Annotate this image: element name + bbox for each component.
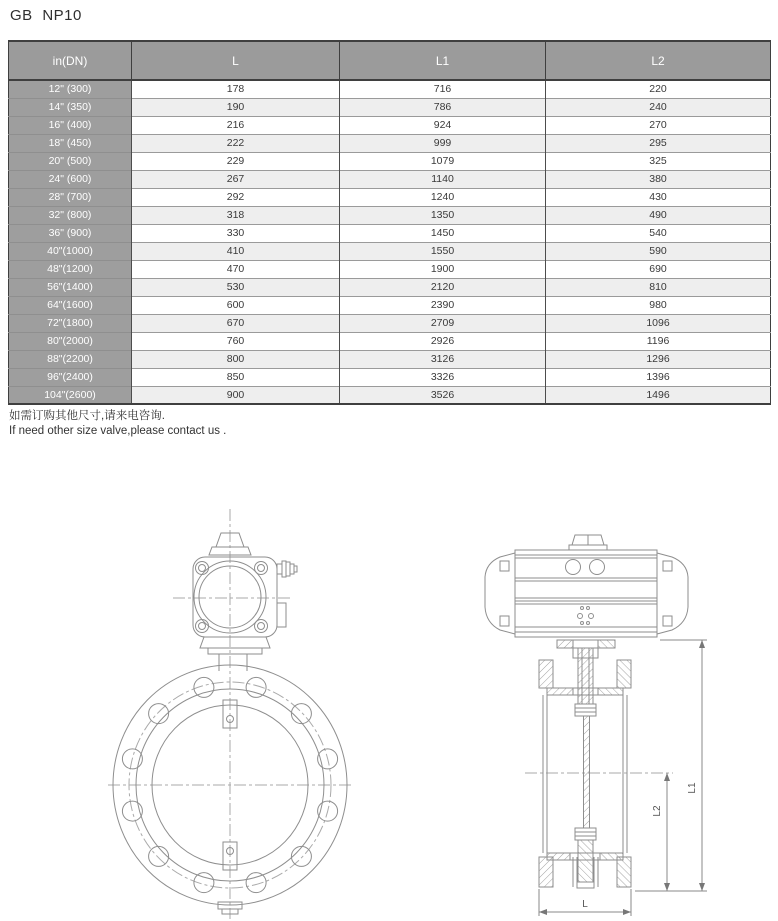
actuator-front: [193, 533, 297, 671]
valve-front-view-drawing: [80, 495, 390, 921]
size-cell: 64"(1600): [9, 296, 132, 314]
value-cell-l: 292: [132, 188, 340, 206]
note-english: If need other size valve,please contact us .: [9, 425, 227, 437]
size-cell: 96"(2400): [9, 368, 132, 386]
value-cell-l: 410: [132, 242, 340, 260]
size-cell: 12" (300): [9, 80, 132, 98]
header-l: L: [132, 41, 340, 80]
actuator-side: [485, 535, 688, 637]
size-cell: 56"(1400): [9, 278, 132, 296]
value-cell-l1: 1900: [340, 260, 546, 278]
value-cell-l: 850: [132, 368, 340, 386]
table-row: [9, 152, 771, 170]
table-row: [9, 296, 771, 314]
value-cell-l1: 3126: [340, 350, 546, 368]
value-cell-l1: 999: [340, 134, 546, 152]
stem-assembly: [557, 640, 615, 888]
size-cell: 18" (450): [9, 134, 132, 152]
table-row: [9, 116, 771, 134]
size-cell: 72"(1800): [9, 314, 132, 332]
value-cell-l1: 1550: [340, 242, 546, 260]
value-cell-l2: 430: [546, 188, 771, 206]
table-row: [9, 134, 771, 152]
value-cell-l: 222: [132, 134, 340, 152]
value-cell-l: 190: [132, 98, 340, 116]
size-cell: 14" (350): [9, 98, 132, 116]
value-cell-l2: 590: [546, 242, 771, 260]
value-cell-l: 318: [132, 206, 340, 224]
value-cell-l2: 810: [546, 278, 771, 296]
value-cell-l2: 1296: [546, 350, 771, 368]
table-row: [9, 188, 771, 206]
value-cell-l1: 1350: [340, 206, 546, 224]
value-cell-l1: 716: [340, 80, 546, 98]
value-cell-l1: 1450: [340, 224, 546, 242]
value-cell-l2: 220: [546, 80, 771, 98]
value-cell-l1: 3326: [340, 368, 546, 386]
value-cell-l2: 690: [546, 260, 771, 278]
notes-block: [9, 409, 226, 439]
value-cell-l1: 2709: [340, 314, 546, 332]
value-cell-l2: 490: [546, 206, 771, 224]
value-cell-l1: 2926: [340, 332, 546, 350]
table-row: [9, 224, 771, 242]
dim-label-l1: L1: [687, 782, 698, 794]
value-cell-l1: 1079: [340, 152, 546, 170]
table-row: [9, 260, 771, 278]
value-cell-l: 267: [132, 170, 340, 188]
value-cell-l2: 1496: [546, 386, 771, 404]
table-row: [9, 278, 771, 296]
size-cell: 16" (400): [9, 116, 132, 134]
value-cell-l: 600: [132, 296, 340, 314]
size-cell: 24" (600): [9, 170, 132, 188]
page-title: GB NP10: [10, 7, 82, 24]
table-row: [9, 170, 771, 188]
dimensions-table: [8, 40, 771, 405]
table-row: [9, 368, 771, 386]
value-cell-l2: 240: [546, 98, 771, 116]
size-cell: 36" (900): [9, 224, 132, 242]
size-cell: 80"(2000): [9, 332, 132, 350]
size-cell: 20" (500): [9, 152, 132, 170]
size-cell: 28" (700): [9, 188, 132, 206]
value-cell-l2: 1396: [546, 368, 771, 386]
value-cell-l: 470: [132, 260, 340, 278]
centerlines: [108, 509, 352, 919]
value-cell-l1: 786: [340, 98, 546, 116]
table-row: [9, 206, 771, 224]
value-cell-l2: 1196: [546, 332, 771, 350]
header-l2: L2: [546, 41, 771, 80]
dim-label-l2: L2: [652, 805, 663, 817]
table-row: [9, 332, 771, 350]
header-size: in(DN): [9, 41, 132, 80]
valve-side-view-drawing: [455, 495, 725, 921]
value-cell-l2: 295: [546, 134, 771, 152]
size-cell: 32" (800): [9, 206, 132, 224]
value-cell-l: 800: [132, 350, 340, 368]
value-cell-l1: 1240: [340, 188, 546, 206]
size-cell: 40"(1000): [9, 242, 132, 260]
value-cell-l: 760: [132, 332, 340, 350]
air-fitting-icon: [277, 564, 282, 574]
size-cell: 104"(2600): [9, 386, 132, 404]
table-row: [9, 350, 771, 368]
value-cell-l2: 270: [546, 116, 771, 134]
size-cell: 88"(2200): [9, 350, 132, 368]
value-cell-l2: 980: [546, 296, 771, 314]
table-header-row: [9, 41, 771, 80]
value-cell-l: 900: [132, 386, 340, 404]
value-cell-l: 530: [132, 278, 340, 296]
note-chinese: 如需订购其他尺寸,请来电咨询.: [9, 410, 165, 422]
table-row: [9, 98, 771, 116]
value-cell-l1: 2120: [340, 278, 546, 296]
value-cell-l: 178: [132, 80, 340, 98]
dim-label-l: L: [582, 899, 588, 910]
value-cell-l: 330: [132, 224, 340, 242]
value-cell-l: 216: [132, 116, 340, 134]
value-cell-l1: 2390: [340, 296, 546, 314]
size-cell: 48"(1200): [9, 260, 132, 278]
value-cell-l2: 325: [546, 152, 771, 170]
value-cell-l2: 1096: [546, 314, 771, 332]
table-row: [9, 314, 771, 332]
value-cell-l2: 540: [546, 224, 771, 242]
value-cell-l1: 3526: [340, 386, 546, 404]
value-cell-l1: 1140: [340, 170, 546, 188]
value-cell-l2: 380: [546, 170, 771, 188]
table-row: [9, 80, 771, 98]
header-l1: L1: [340, 41, 546, 80]
table-row: [9, 386, 771, 404]
value-cell-l: 670: [132, 314, 340, 332]
value-cell-l1: 924: [340, 116, 546, 134]
table-row: [9, 242, 771, 260]
value-cell-l: 229: [132, 152, 340, 170]
